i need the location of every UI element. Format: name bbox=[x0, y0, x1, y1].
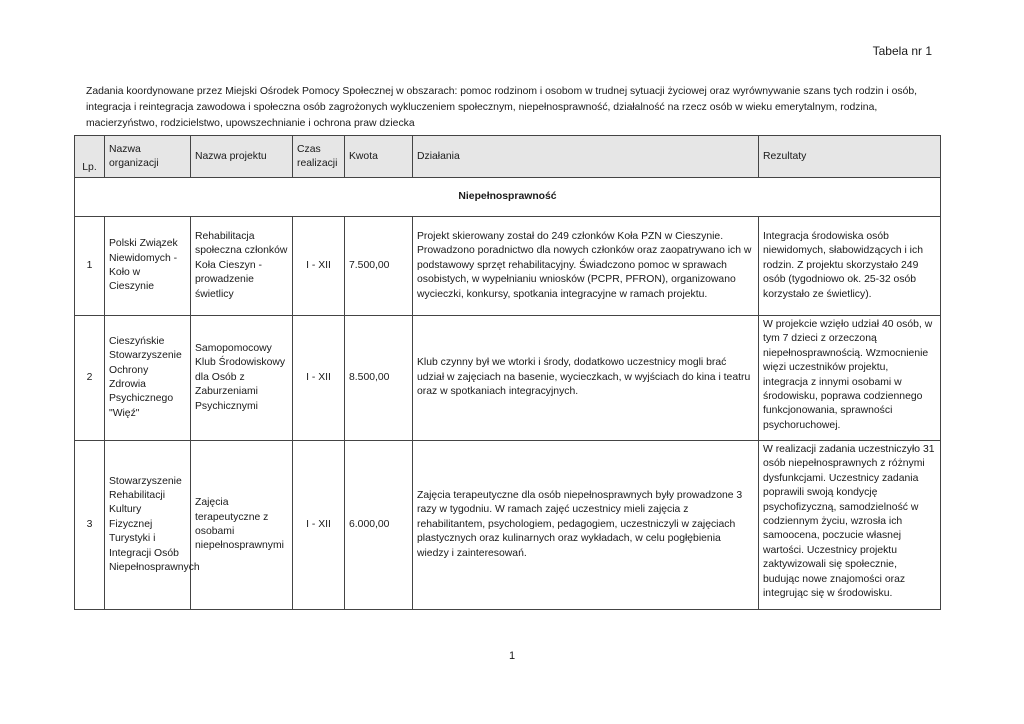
cell-actions: Projekt skierowany został do 249 członków Koła PZN w Cieszynie. Prowadzono poradnictwo dla nowych członków oraz zaopatrywano ich w podstawowy sprzęt rehabilitacyjny. Świadczono pomoc w sprawach osobistych, w wypełnianiu wniosków (PCPR, PFRON), organizowano wycieczki, konkursy, spotkania integracyjne w ramach projektu. bbox=[413, 217, 759, 316]
cell-project: Samopomocowy Klub Środowiskowy dla Osób z Zaburzeniami Psychicznymi bbox=[191, 316, 293, 441]
cell-time: I - XII bbox=[293, 217, 345, 316]
intro-paragraph: Zadania koordynowane przez Miejski Ośrodek Pomocy Społecznej w obszarach: pomoc rodzinom i osobom w trudnej sytuacji życiowej oraz wyrównywanie szans tych rodzin i osób, integracja i reintegracja zawodowa i społeczna osób zagrożonych wykluczeniem społecznym, niepełnosprawność, działalność na rzecz osób w wieku emerytalnym, rodzina, macierzyństwo, rodzicielstwo, upowszechnianie i ochrona praw dziecka bbox=[86, 86, 918, 129]
header-amount: Kwota bbox=[345, 136, 413, 178]
cell-amount: 7.500,00 bbox=[345, 217, 413, 316]
cell-time: I - XII bbox=[293, 441, 345, 610]
table-row bbox=[75, 316, 941, 441]
cell-lp: 1 bbox=[75, 217, 105, 316]
section-row bbox=[75, 178, 941, 217]
cell-results: Integracja środowiska osób niewidomych, słabowidzących i ich rodzin. Z projektu skorzystało 249 osób (tygodniowo ok. 25-32 osób korzystało ze świetlicy). bbox=[759, 217, 941, 316]
header-actions: Działania bbox=[413, 136, 759, 178]
table-row bbox=[75, 217, 941, 316]
header-project: Nazwa projektu bbox=[191, 136, 293, 178]
cell-actions: Klub czynny był we wtorki i środy, dodatkowo uczestnicy mogli brać udział w zajęciach na basenie, wycieczkach, w wyjściach do kina i teatru oraz w spotkaniach integracyjnych. bbox=[413, 316, 759, 441]
cell-results: W realizacji zadania uczestniczyło 31 osób niepełnosprawnych z różnymi dysfunkcjami. Uczestnicy zadania poprawili swoją kondycję psychofizyczną, samodzielność w codziennym życiu, wzrosła ich samoocena, poczucie własnej wartości. Uczestnicy projektu zaktywizowali się społecznie, budując nowe znajomości oraz integrując się w środowisku. bbox=[759, 441, 941, 610]
cell-results: W projekcie wzięło udział 40 osób, w tym 7 dzieci z orzeczoną niepełnosprawnością. Wzmocnienie więzi uczestników projektu, integracja z innymi osobami w środowisku, poprawa codziennego funkcjonowania, sprawności psychoruchowej. bbox=[759, 316, 941, 441]
cell-actions: Zajęcia terapeutyczne dla osób niepełnosprawnych były prowadzone 3 razy w tygodniu. W ramach zajęć uczestnicy mieli zajęcia z rehabilitantem, psychologiem, pedagogiem, uczestniczyli w zajęciach plastycznych oraz kulinarnych oraz wykładach, w celu pogłębienia wiedzy i zainteresowań. bbox=[413, 441, 759, 610]
cell-time: I - XII bbox=[293, 316, 345, 441]
header-organization: Nazwa organizacji bbox=[105, 136, 191, 178]
cell-lp: 2 bbox=[75, 316, 105, 441]
cell-organization: Polski Związek Niewidomych - Koło w Cieszynie bbox=[105, 217, 191, 316]
cell-amount: 8.500,00 bbox=[345, 316, 413, 441]
cell-amount: 6.000,00 bbox=[345, 441, 413, 610]
header-lp: Lp. bbox=[75, 136, 105, 178]
table-row bbox=[75, 441, 941, 610]
table-header-row bbox=[75, 136, 941, 178]
cell-organization: Stowarzyszenie Rehabilitacji Kultury Fizycznej Turystyki i Integracji Osób Niepełnosprawnych bbox=[105, 441, 191, 610]
page-number: 1 bbox=[508, 650, 516, 662]
table-number-label: Tabela nr 1 bbox=[872, 44, 932, 58]
cell-lp: 3 bbox=[75, 441, 105, 610]
tasks-table bbox=[74, 135, 941, 610]
cell-project: Rehabilitacja społeczna członków Koła Cieszyn -prowadzenie świetlicy bbox=[191, 217, 293, 316]
cell-project: Zajęcia terapeutyczne z osobami niepełnosprawnymi bbox=[191, 441, 293, 610]
header-results: Rezultaty bbox=[759, 136, 941, 178]
section-title: Niepełnosprawność bbox=[75, 178, 941, 217]
cell-organization: Cieszyńskie Stowarzyszenie Ochrony Zdrowia Psychicznego "Więź" bbox=[105, 316, 191, 441]
header-time: Czas realizacji bbox=[293, 136, 345, 178]
